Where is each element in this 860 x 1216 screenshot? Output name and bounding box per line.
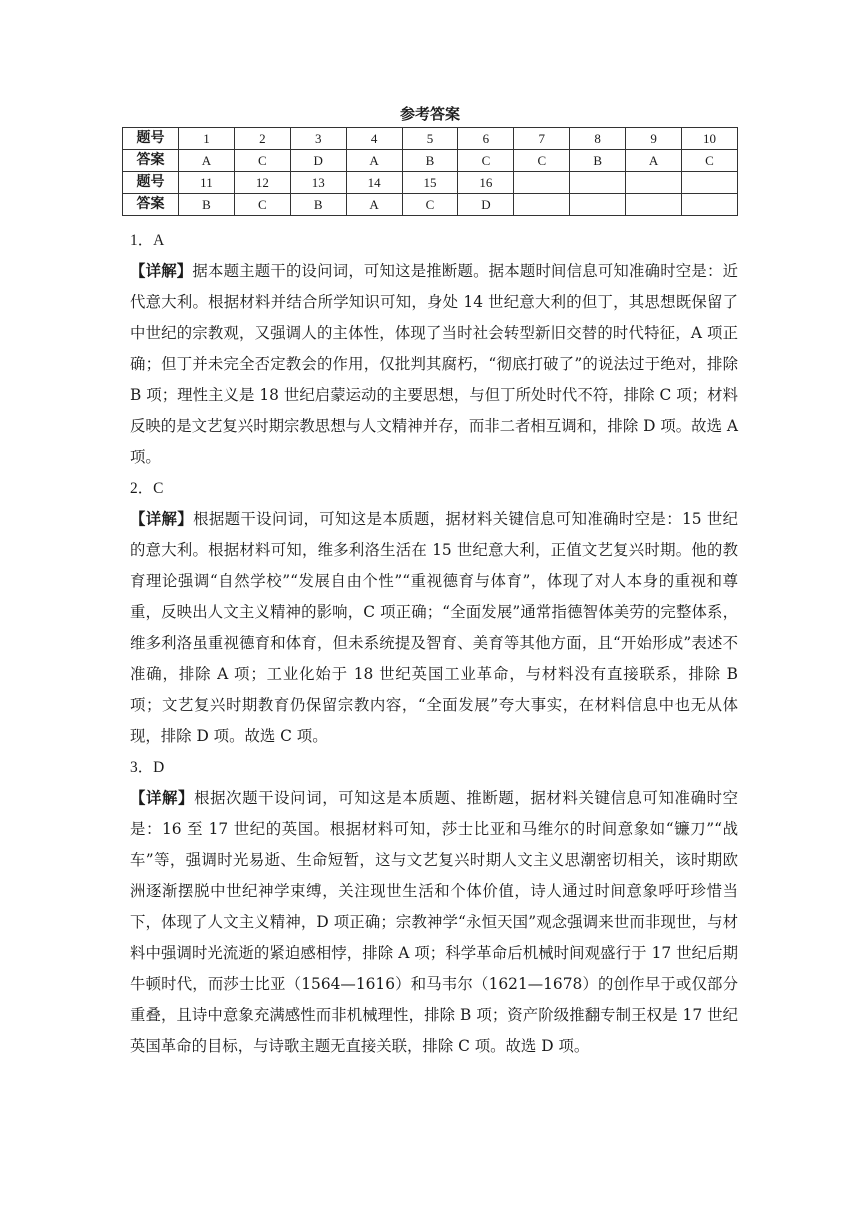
explanation-text: 根据题干设问词，可知这是本质题，据材料关键信息可知准确时空是：15 世纪的意大利。根据材料可知，维多利洛生活在 15 世纪意大利，正值文艺复兴时期。他的教育理论强调“自然学校”“发展自由个性”“重视德育与体育”，体现了对人本身的重视和尊重，反映出人文主义精神的影响，C 项正确；“全面发展”通常指德智体美劳的完整体系，维多利洛虽重视德育和体育，但未系统提及智育、美育等其他方面，且“开始形成”表述不准确，排除 A 项；工业化始于 18 世纪英国工业革命，与材料没有直接联系，排除 B 项；文艺复兴时期教育仍保留宗教内容，“全面发展”夸大事实，在材料信息中也无从体现，排除 D 项。故选 C 项。 — [130, 510, 738, 745]
table-row — [123, 172, 738, 194]
table-cell: 15 — [402, 172, 458, 194]
table-cell: B — [570, 150, 626, 172]
table-cell: 6 — [458, 128, 514, 150]
table-cell — [570, 194, 626, 216]
table-cell — [514, 194, 570, 216]
table-row — [123, 194, 738, 216]
table-cell: 12 — [234, 172, 290, 194]
table-cell: 4 — [346, 128, 402, 150]
answer-table — [122, 127, 738, 216]
table-cell: B — [402, 150, 458, 172]
page-title: 参考答案 — [399, 105, 460, 123]
table-cell: A — [626, 150, 682, 172]
item-explanation — [130, 783, 738, 1062]
table-cell — [626, 194, 682, 216]
table-cell — [570, 172, 626, 194]
table-cell: 16 — [458, 172, 514, 194]
table-row — [123, 128, 738, 150]
row-label: 答案 — [123, 194, 179, 216]
explanation-text: 根据次题干设问词，可知这是本质题、推断题，据材料关键信息可知准确时空是：16 至 17 世纪的英国。根据材料可知，莎士比亚和马维尔的时间意象如“镰刀”“战车”等，强调时光易逝、生命短暂，这与文艺复兴时期人文主义思潮密切相关，该时期欧洲逐渐摆脱中世纪神学束缚，关注现世生活和个体价值，诗人通过时间意象呼吁珍惜当下，体现了人文主义精神，D 项正确；宗教神学“永恒天国”观念强调来世而非现世，与材料中强调时光流逝的紧迫感相悖，排除 A 项；科学革命后机械时间观盛行于 17 世纪后期牛顿时代，而莎士比亚（1564—1616）和马韦尔（1621—1678）的创作早于或仅部分重叠，且诗中意象充满感性而非机械理性，排除 B 项；资产阶级推翻专制王权是 17 世纪英国革命的目标，与诗歌主题无直接关联，排除 C 项。故选 D 项。 — [130, 789, 738, 1055]
row-label: 题号 — [123, 172, 179, 194]
answer-explanations — [130, 225, 738, 1062]
table-cell: 8 — [570, 128, 626, 150]
table-cell: 14 — [346, 172, 402, 194]
detail-tag: 【详解】 — [130, 510, 194, 528]
item-heading: 1．A — [130, 232, 165, 249]
item-explanation — [130, 504, 738, 752]
table-cell — [626, 172, 682, 194]
table-cell: C — [234, 194, 290, 216]
table-cell: B — [290, 194, 346, 216]
table-cell: C — [682, 150, 738, 172]
table-cell: D — [290, 150, 346, 172]
table-cell: A — [346, 194, 402, 216]
table-cell: 1 — [179, 128, 235, 150]
table-cell: D — [458, 194, 514, 216]
table-cell — [514, 172, 570, 194]
row-label: 题号 — [123, 128, 179, 150]
detail-tag: 【详解】 — [130, 789, 195, 807]
item-explanation — [130, 256, 738, 473]
table-cell: 10 — [682, 128, 738, 150]
table-cell: 13 — [290, 172, 346, 194]
table-cell: A — [179, 150, 235, 172]
table-cell: 2 — [234, 128, 290, 150]
table-cell: C — [234, 150, 290, 172]
table-cell: A — [346, 150, 402, 172]
table-cell: C — [514, 150, 570, 172]
table-cell: C — [402, 194, 458, 216]
item-heading: 3．D — [130, 759, 165, 776]
table-cell: 5 — [402, 128, 458, 150]
table-row — [123, 150, 738, 172]
table-cell: C — [458, 150, 514, 172]
table-cell: B — [179, 194, 235, 216]
table-cell: 3 — [290, 128, 346, 150]
table-cell — [682, 172, 738, 194]
item-heading: 2．C — [130, 480, 164, 497]
detail-tag: 【详解】 — [130, 262, 193, 280]
table-cell: 11 — [179, 172, 235, 194]
table-cell: 9 — [626, 128, 682, 150]
table-cell — [682, 194, 738, 216]
explanation-text: 据本题主题干的设问词，可知这是推断题。据本题时间信息可知准确时空是：近代意大利。根据材料并结合所学知识可知，身处 14 世纪意大利的但丁，其思想既保留了中世纪的宗教观，又强调人的主体性，体现了当时社会转型新旧交替的时代特征，A 项正确；但丁并未完全否定教会的作用，仅批判其腐朽，“彻底打破了”的说法过于绝对，排除 B 项；理性主义是 18 世纪启蒙运动的主要思想，与但丁所处时代不符，排除 C 项；材料反映的是文艺复兴时期宗教思想与人文精神并存，而非二者相互调和，排除 D 项。故选 A 项。 — [130, 262, 738, 466]
table-cell: 7 — [514, 128, 570, 150]
row-label: 答案 — [123, 150, 179, 172]
